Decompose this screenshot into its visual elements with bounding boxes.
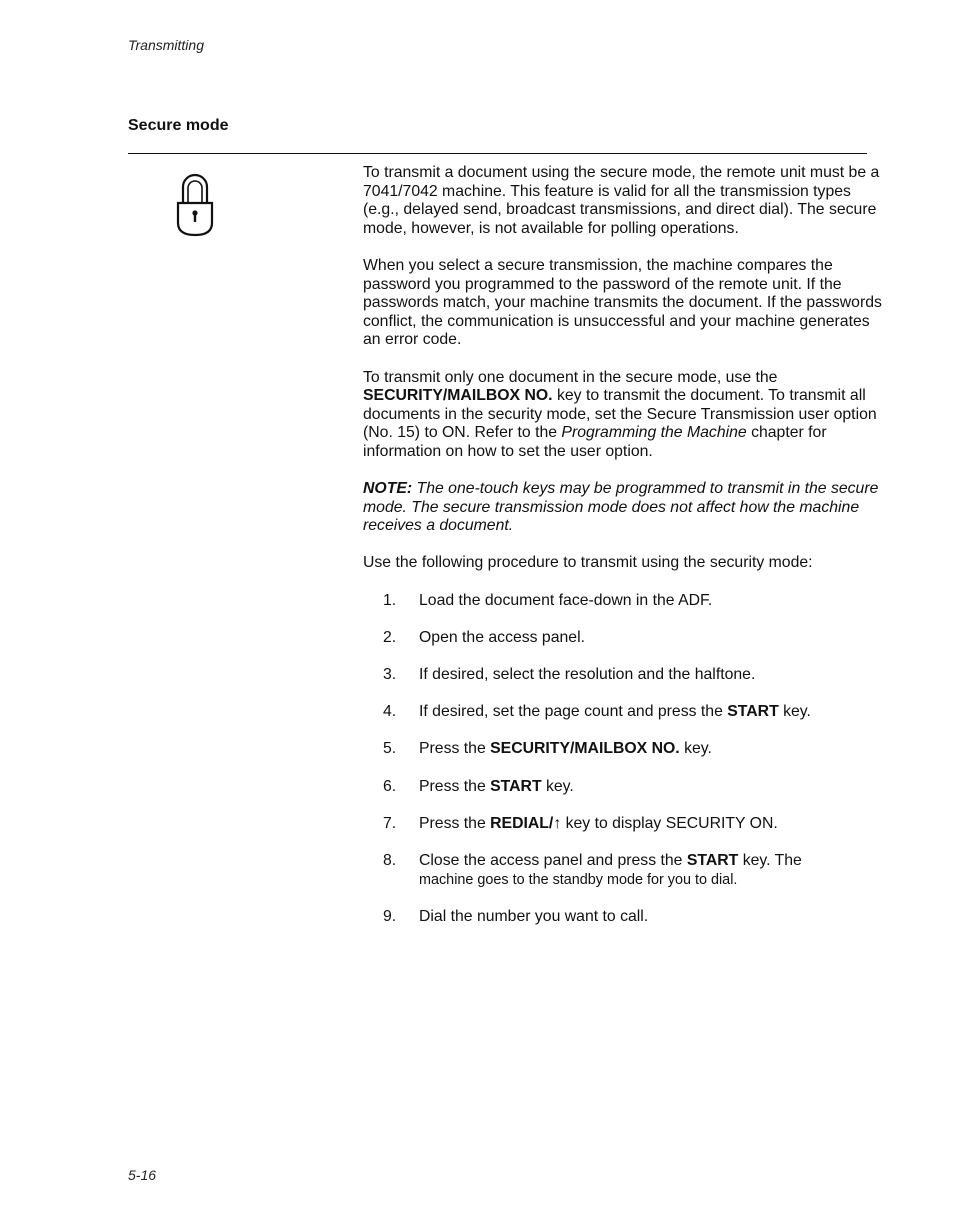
section-title: Secure mode <box>128 117 229 134</box>
procedure-intro: Use the following procedure to transmit using the security mode: <box>363 554 813 572</box>
chapter-reference: Programming the Machine <box>561 424 747 442</box>
step: 5. Press the SECURITY/MAILBOX NO. key. <box>383 740 712 758</box>
key-name: START <box>686 851 739 869</box>
step: 3. If desired, select the resolution and the halftone. <box>383 666 756 684</box>
section-rule <box>128 153 867 154</box>
step: 6. Press the START key. <box>383 777 574 795</box>
page-number: 5-16 <box>128 1167 157 1183</box>
key-name: REDIAL/↑ <box>490 814 562 832</box>
step: 1. Load the document face-down in the ADF. <box>383 591 713 609</box>
running-head: Transmitting <box>128 37 204 53</box>
padlock-icon <box>175 173 215 237</box>
key-name: START <box>490 777 542 795</box>
body-text <box>363 164 885 945</box>
note: NOTE: The one-touch keys may be programmed to transmit in the secure mode. The secure transmission mode does not affect how the machine receives a document. <box>363 480 879 535</box>
paragraph: To transmit a document using the secure mode, the remote unit must be a 7041/7042 machine. This feature is valid for all the transmission types (e.g., delayed send, broadcast transmissions, and direct dial). The secure mode, however, is not available for polling operations. <box>363 164 880 237</box>
note-label: NOTE: <box>363 480 413 498</box>
step: 7. Press the REDIAL/↑ key to display SECURITY ON. <box>383 814 778 832</box>
step: 8. Close the access panel and press the START key. The machine goes to the standby mode for you to dial. <box>383 851 802 888</box>
paragraph: When you select a secure transmission, the machine compares the password you programmed to the password of the remote unit. If the passwords match, your machine transmits the document. If the passwords conflict, the communication is unsuccessful and your machine generates an error code. <box>363 256 882 349</box>
key-name: START <box>727 703 779 721</box>
step: 2. Open the access panel. <box>383 628 585 646</box>
paragraph: To transmit only one document in the secure mode, use the SECURITY/MAILBOX NO. key to transmit the document. To transmit all documents in the security mode, set the Secure Transmission user option (No. 15) to ON. Refer to the Programming the Machine chapter for information on how to set the user option. <box>363 368 877 460</box>
key-name: SECURITY/MAILBOX NO. <box>490 740 680 758</box>
key-name: SECURITY/MAILBOX NO. <box>363 387 553 405</box>
procedure-steps <box>363 592 885 927</box>
step: 4. If desired, set the page count and press the START key. <box>383 703 811 721</box>
step: 9. Dial the number you want to call. <box>383 907 649 925</box>
